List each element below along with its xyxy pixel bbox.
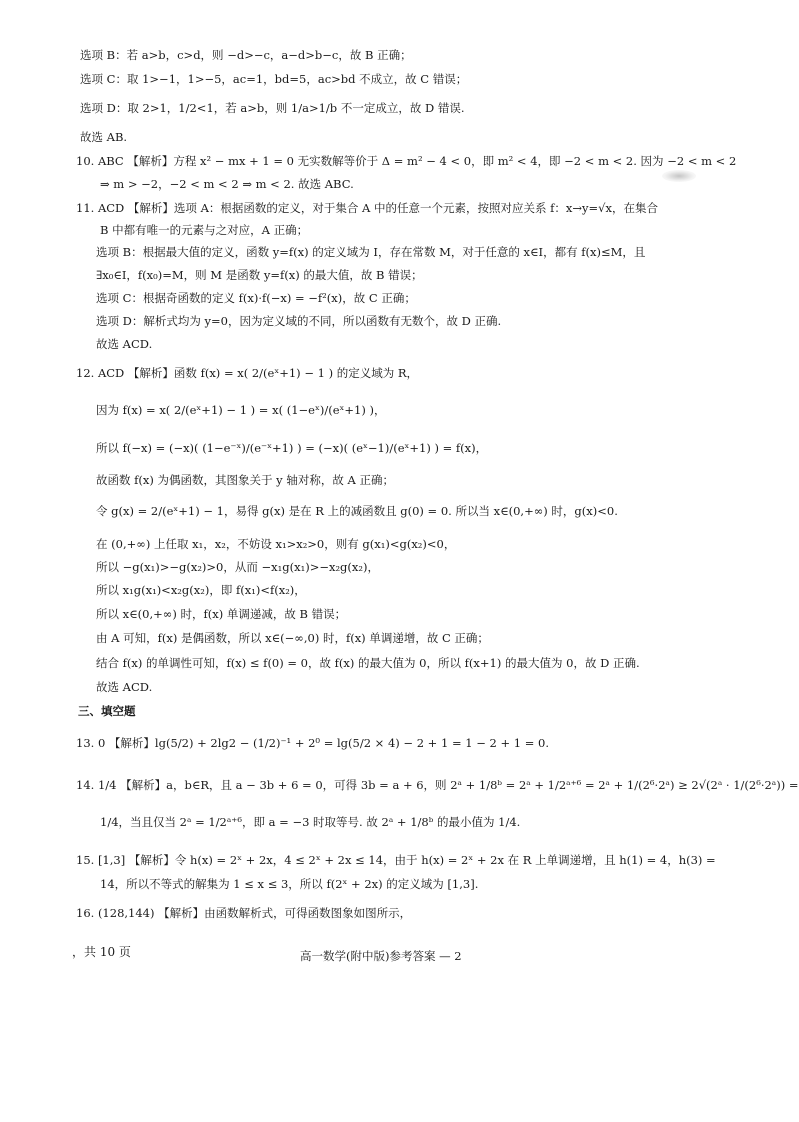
text-line: 因为 f(x) = x( 2/(eˣ+1) − 1 ) = x( (1−eˣ)/(eˣ+1) )， bbox=[96, 403, 386, 417]
text-line: 由 A 可知，f(x) 是偶函数，所以 x∈(−∞,0) 时，f(x) 单调递增，故 C 正确； bbox=[96, 631, 489, 645]
text-line: 15. [1,3] 【解析】令 h(x) = 2ˣ + 2x，4 ≤ 2ˣ + 2x ≤ 14，由于 h(x) = 2ˣ + 2x 在 R 上单调递增，且 h(1) = 4，h(3) = bbox=[76, 853, 716, 867]
text-line: 所以 f(−x) = (−x)( (1−e⁻ˣ)/(e⁻ˣ+1) ) = (−x)( (eˣ−1)/(eˣ+1) ) = f(x)， bbox=[96, 441, 488, 455]
text-line: 选项 C：根据奇函数的定义 f(x)·f(−x) = −f²(x)，故 C 正确； bbox=[96, 291, 416, 305]
text-line: 故选 AB. bbox=[80, 130, 128, 144]
text-line: 选项 B：根据最大值的定义，函数 y=f(x) 的定义域为 I，存在常数 M，对于任意的 x∈I，都有 f(x)≤M，且 bbox=[96, 245, 646, 259]
text-line: 12. ACD 【解析】函数 f(x) = x( 2/(eˣ+1) − 1 ) 的定义域为 R， bbox=[76, 366, 419, 380]
text-line: 10. ABC 【解析】方程 x² − mx + 1 = 0 无实数解等价于 Δ = m² − 4 < 0，即 m² < 4，即 −2 < m < 2. 因为 −2 < m < 2 bbox=[76, 154, 737, 168]
text-line: 故选 ACD. bbox=[96, 337, 153, 351]
text-line: 11. ACD 【解析】选项 A：根据函数的定义，对于集合 A 中的任意一个元素，按照对应关系 f：x→y=√x，在集合 bbox=[76, 201, 658, 215]
text-line: 故选 ACD. bbox=[96, 680, 153, 694]
text-line: 所以 x₁g(x₁)<x₂g(x₂)，即 f(x₁)<f(x₂)， bbox=[96, 583, 306, 597]
text-line: 在 (0,+∞) 上任取 x₁，x₂，不妨设 x₁>x₂>0，则有 g(x₁)<g(x₂)<0， bbox=[96, 537, 456, 551]
text-line: ∃x₀∈I，f(x₀)=M，则 M 是函数 y=f(x) 的最大值，故 B 错误； bbox=[96, 268, 423, 282]
scan-smudge bbox=[662, 170, 696, 182]
page-title-footer: 高一数学(附中版)参考答案 — 2 bbox=[300, 949, 462, 963]
page-count-footer: ，共 10 页 bbox=[72, 945, 131, 959]
text-line: 结合 f(x) 的单调性可知，f(x) ≤ f(0) = 0，故 f(x) 的最大值为 0，所以 f(x+1) 的最大值为 0，故 D 正确. bbox=[96, 656, 640, 670]
text-line: 1/4，当且仅当 2ᵃ = 1/2ᵃ⁺⁶，即 a = −3 时取等号. 故 2ᵃ + 1/8ᵇ 的最小值为 1/4. bbox=[100, 815, 521, 829]
text-line: 选项 C：取 1>−1，1>−5，ac=1，bd=5，ac>bd 不成立，故 C 错误； bbox=[80, 72, 468, 86]
text-line: 14. 1/4 【解析】a，b∈R，且 a − 3b + 6 = 0，可得 3b = a + 6，则 2ᵃ + 1/8ᵇ = 2ᵃ + 1/2ᵃ⁺⁶ = 2ᵃ + 1/(2⁶·2ᵃ) ≥ 2√(2ᵃ · 1/(2⁶·2ᵃ)) = bbox=[76, 778, 799, 792]
text-line: 故函数 f(x) 为偶函数，其图象关于 y 轴对称，故 A 正确； bbox=[96, 473, 394, 487]
text-line: 所以 −g(x₁)>−g(x₂)>0，从而 −x₁g(x₁)>−x₂g(x₂)， bbox=[96, 560, 379, 574]
text-line: 选项 B：若 a>b，c>d，则 −d>−c，a−d>b−c，故 B 正确； bbox=[80, 48, 412, 62]
text-line: ⇒ m > −2，−2 < m < 2 ⇒ m < 2. 故选 ABC. bbox=[100, 177, 354, 191]
text-line: B 中都有唯一的元素与之对应，A 正确； bbox=[100, 223, 309, 237]
text-line: 选项 D：解析式均为 y=0，因为定义域的不同，所以函数有无数个，故 D 正确. bbox=[96, 314, 502, 328]
text-line: 14，所以不等式的解集为 1 ≤ x ≤ 3，所以 f(2ˣ + 2x) 的定义域为 [1,3]. bbox=[100, 877, 479, 891]
text-line: 令 g(x) = 2/(eˣ+1) − 1，易得 g(x) 是在 R 上的减函数且 g(0) = 0. 所以当 x∈(0,+∞) 时，g(x)<0. bbox=[96, 504, 618, 518]
text-line: 选项 D：取 2>1，1/2<1，若 a>b，则 1/a>1/b 不一定成立，故 D 错误. bbox=[80, 101, 465, 115]
text-line: 13. 0 【解析】lg(5/2) + 2lg2 − (1/2)⁻¹ + 2⁰ = lg(5/2 × 4) − 2 + 1 = 1 − 2 + 1 = 0. bbox=[76, 736, 550, 750]
section-heading: 三、填空题 bbox=[78, 704, 136, 718]
text-line: 所以 x∈(0,+∞) 时，f(x) 单调递减，故 B 错误； bbox=[96, 607, 347, 621]
text-line: 16. (128,144) 【解析】由函数解析式，可得函数图象如图所示， bbox=[76, 906, 412, 920]
